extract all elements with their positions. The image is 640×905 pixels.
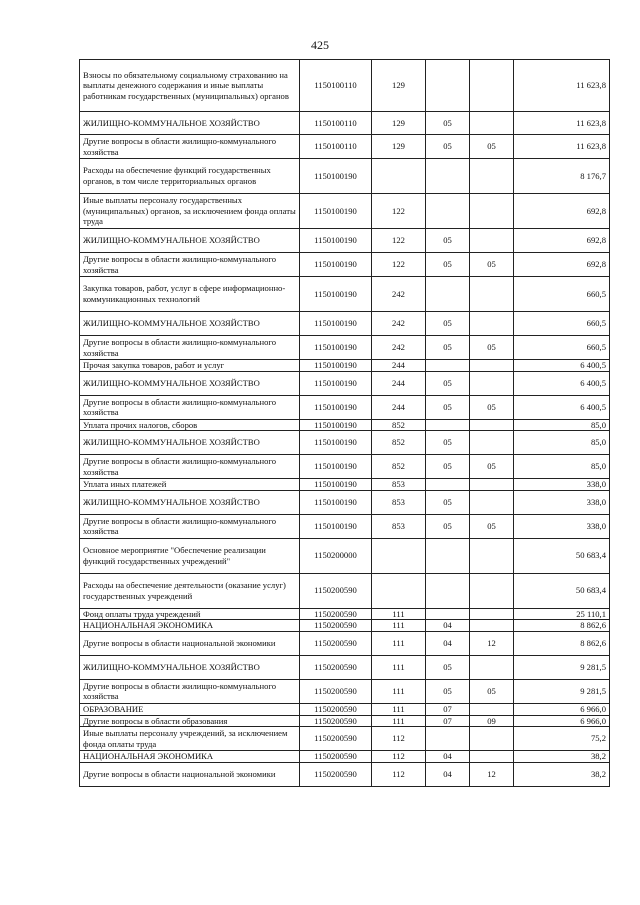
row-name-cell: Другие вопросы в области национальной экономики (80, 762, 300, 786)
row-section-cell (426, 608, 470, 620)
row-section-cell (426, 360, 470, 372)
row-expense-type-cell: 242 (372, 336, 426, 360)
table-row (80, 703, 610, 715)
row-name-cell: Уплата иных платежей (80, 479, 300, 491)
row-subsection-cell (470, 573, 514, 608)
row-expense-type-cell (372, 538, 426, 573)
row-section-cell: 04 (426, 631, 470, 655)
row-expense-type-cell: 122 (372, 229, 426, 253)
row-amount-cell: 6 966,0 (514, 715, 610, 727)
row-expense-type-cell: 852 (372, 419, 426, 431)
row-name-cell: ЖИЛИЩНО-КОММУНАЛЬНОЕ ХОЗЯЙСТВО (80, 112, 300, 135)
row-section-cell: 07 (426, 703, 470, 715)
table-row (80, 620, 610, 632)
table-row (80, 60, 610, 112)
row-code-cell: 1150100190 (300, 431, 372, 455)
row-name-cell: Уплата прочих налогов, сборов (80, 419, 300, 431)
row-subsection-cell (470, 360, 514, 372)
row-code-cell: 1150100190 (300, 312, 372, 336)
row-expense-type-cell: 112 (372, 762, 426, 786)
row-expense-type-cell: 122 (372, 194, 426, 229)
table-row (80, 490, 610, 514)
row-expense-type-cell: 111 (372, 631, 426, 655)
row-code-cell: 1150100190 (300, 229, 372, 253)
table-row (80, 715, 610, 727)
row-section-cell: 05 (426, 112, 470, 135)
row-name-cell: Другие вопросы в области жилищно-коммунального хозяйства (80, 395, 300, 419)
table-row (80, 253, 610, 277)
row-expense-type-cell: 853 (372, 514, 426, 538)
row-code-cell: 1150100190 (300, 395, 372, 419)
row-expense-type-cell: 111 (372, 620, 426, 632)
row-amount-cell: 11 623,8 (514, 135, 610, 159)
row-expense-type-cell: 112 (372, 727, 426, 751)
row-subsection-cell: 05 (470, 679, 514, 703)
table-row (80, 455, 610, 479)
row-name-cell: Иные выплаты персоналу учреждений, за исключением фонда оплаты труда (80, 727, 300, 751)
row-subsection-cell: 05 (470, 135, 514, 159)
row-amount-cell: 85,0 (514, 419, 610, 431)
row-name-cell: Закупка товаров, работ, услуг в сфере информационно-коммуникационных технологий (80, 277, 300, 312)
table-row (80, 679, 610, 703)
row-name-cell: Взносы по обязательному социальному страхованию на выплаты денежного содержания и иные выплаты работникам государственных (муниципальных) органов (80, 60, 300, 112)
row-code-cell: 1150200590 (300, 762, 372, 786)
row-expense-type-cell: 242 (372, 277, 426, 312)
row-subsection-cell (470, 479, 514, 491)
page-number: 425 (311, 38, 329, 52)
row-name-cell: ЖИЛИЩНО-КОММУНАЛЬНОЕ ХОЗЯЙСТВО (80, 371, 300, 395)
row-section-cell (426, 194, 470, 229)
table-row (80, 229, 610, 253)
row-subsection-cell: 12 (470, 631, 514, 655)
row-subsection-cell (470, 371, 514, 395)
row-code-cell: 1150200590 (300, 751, 372, 763)
row-code-cell: 1150200590 (300, 703, 372, 715)
row-code-cell: 1150100190 (300, 360, 372, 372)
row-amount-cell: 6 400,5 (514, 371, 610, 395)
row-name-cell: НАЦИОНАЛЬНАЯ ЭКОНОМИКА (80, 751, 300, 763)
table-row (80, 431, 610, 455)
row-amount-cell: 9 281,5 (514, 679, 610, 703)
row-section-cell: 04 (426, 751, 470, 763)
row-name-cell: ОБРАЗОВАНИЕ (80, 703, 300, 715)
row-code-cell: 1150200000 (300, 538, 372, 573)
row-code-cell: 1150200590 (300, 655, 372, 679)
row-section-cell: 05 (426, 312, 470, 336)
row-section-cell: 05 (426, 395, 470, 419)
row-amount-cell: 8 862,6 (514, 620, 610, 632)
row-amount-cell: 38,2 (514, 762, 610, 786)
row-expense-type-cell: 853 (372, 479, 426, 491)
row-code-cell: 1150200590 (300, 608, 372, 620)
row-section-cell (426, 727, 470, 751)
table-row (80, 395, 610, 419)
row-subsection-cell (470, 419, 514, 431)
row-code-cell: 1150200590 (300, 727, 372, 751)
row-subsection-cell (470, 312, 514, 336)
row-expense-type-cell: 129 (372, 60, 426, 112)
row-expense-type-cell: 122 (372, 253, 426, 277)
row-code-cell: 1150100190 (300, 479, 372, 491)
row-subsection-cell (470, 655, 514, 679)
row-name-cell: Другие вопросы в области национальной экономики (80, 631, 300, 655)
row-section-cell: 05 (426, 135, 470, 159)
row-amount-cell: 692,8 (514, 229, 610, 253)
row-code-cell: 1150100110 (300, 60, 372, 112)
row-expense-type-cell: 129 (372, 135, 426, 159)
row-name-cell: Основное мероприятие "Обеспечение реализации функций государственных учреждений" (80, 538, 300, 573)
row-section-cell: 05 (426, 455, 470, 479)
row-amount-cell: 692,8 (514, 253, 610, 277)
row-name-cell: ЖИЛИЩНО-КОММУНАЛЬНОЕ ХОЗЯЙСТВО (80, 431, 300, 455)
row-name-cell: Другие вопросы в области жилищно-коммунального хозяйства (80, 679, 300, 703)
row-expense-type-cell: 853 (372, 490, 426, 514)
row-subsection-cell (470, 194, 514, 229)
row-expense-type-cell: 244 (372, 360, 426, 372)
row-name-cell: Прочая закупка товаров, работ и услуг (80, 360, 300, 372)
row-subsection-cell: 09 (470, 715, 514, 727)
row-amount-cell: 50 683,4 (514, 573, 610, 608)
row-section-cell: 05 (426, 336, 470, 360)
row-code-cell: 1150200590 (300, 620, 372, 632)
row-name-cell: Другие вопросы в области жилищно-коммунального хозяйства (80, 135, 300, 159)
row-code-cell: 1150100190 (300, 194, 372, 229)
row-section-cell: 05 (426, 679, 470, 703)
row-section-cell (426, 60, 470, 112)
row-section-cell: 05 (426, 229, 470, 253)
table-row (80, 277, 610, 312)
table-row (80, 751, 610, 763)
row-expense-type-cell: 129 (372, 112, 426, 135)
row-section-cell: 07 (426, 715, 470, 727)
row-section-cell (426, 479, 470, 491)
row-section-cell (426, 538, 470, 573)
row-subsection-cell (470, 727, 514, 751)
table-row (80, 371, 610, 395)
table-row (80, 360, 610, 372)
row-subsection-cell: 05 (470, 336, 514, 360)
table-body (80, 60, 610, 787)
row-section-cell: 05 (426, 253, 470, 277)
budget-table (79, 59, 610, 787)
row-name-cell: НАЦИОНАЛЬНАЯ ЭКОНОМИКА (80, 620, 300, 632)
row-amount-cell: 6 400,5 (514, 360, 610, 372)
row-amount-cell: 75,2 (514, 727, 610, 751)
row-section-cell: 05 (426, 371, 470, 395)
row-subsection-cell: 05 (470, 455, 514, 479)
row-section-cell (426, 277, 470, 312)
row-name-cell: Другие вопросы в области жилищно-коммунального хозяйства (80, 514, 300, 538)
row-section-cell: 05 (426, 514, 470, 538)
row-name-cell: Иные выплаты персоналу государственных (муниципальных) органов, за исключением фонда оплаты труда (80, 194, 300, 229)
row-subsection-cell (470, 703, 514, 715)
row-section-cell (426, 159, 470, 194)
row-expense-type-cell: 111 (372, 655, 426, 679)
row-expense-type-cell: 111 (372, 608, 426, 620)
row-expense-type-cell: 852 (372, 431, 426, 455)
row-code-cell: 1150200590 (300, 631, 372, 655)
row-amount-cell: 11 623,8 (514, 112, 610, 135)
row-section-cell (426, 573, 470, 608)
row-name-cell: ЖИЛИЩНО-КОММУНАЛЬНОЕ ХОЗЯЙСТВО (80, 490, 300, 514)
row-amount-cell: 660,5 (514, 312, 610, 336)
row-expense-type-cell: 111 (372, 715, 426, 727)
row-subsection-cell (470, 490, 514, 514)
row-expense-type-cell: 244 (372, 371, 426, 395)
table-row (80, 573, 610, 608)
row-expense-type-cell: 111 (372, 703, 426, 715)
row-amount-cell: 8 176,7 (514, 159, 610, 194)
row-expense-type-cell: 242 (372, 312, 426, 336)
row-subsection-cell (470, 431, 514, 455)
row-name-cell: ЖИЛИЩНО-КОММУНАЛЬНОЕ ХОЗЯЙСТВО (80, 655, 300, 679)
table-row (80, 762, 610, 786)
row-expense-type-cell: 112 (372, 751, 426, 763)
row-section-cell: 05 (426, 490, 470, 514)
row-subsection-cell (470, 538, 514, 573)
row-amount-cell: 38,2 (514, 751, 610, 763)
row-amount-cell: 692,8 (514, 194, 610, 229)
row-section-cell: 05 (426, 655, 470, 679)
row-subsection-cell: 05 (470, 253, 514, 277)
row-name-cell: ЖИЛИЩНО-КОММУНАЛЬНОЕ ХОЗЯЙСТВО (80, 229, 300, 253)
row-subsection-cell (470, 229, 514, 253)
table-row (80, 336, 610, 360)
row-code-cell: 1150100190 (300, 455, 372, 479)
row-name-cell: Другие вопросы в области жилищно-коммунального хозяйства (80, 455, 300, 479)
row-expense-type-cell: 852 (372, 455, 426, 479)
row-name-cell: Другие вопросы в области жилищно-коммунального хозяйства (80, 336, 300, 360)
row-subsection-cell (470, 608, 514, 620)
row-expense-type-cell (372, 573, 426, 608)
row-code-cell: 1150100190 (300, 277, 372, 312)
table-row (80, 479, 610, 491)
row-name-cell: Другие вопросы в области жилищно-коммунального хозяйства (80, 253, 300, 277)
table-row (80, 419, 610, 431)
row-amount-cell: 50 683,4 (514, 538, 610, 573)
row-amount-cell: 25 110,1 (514, 608, 610, 620)
table-row (80, 538, 610, 573)
row-code-cell: 1150100110 (300, 112, 372, 135)
row-code-cell: 1150200590 (300, 679, 372, 703)
row-code-cell: 1150100190 (300, 253, 372, 277)
table-row (80, 312, 610, 336)
row-amount-cell: 338,0 (514, 490, 610, 514)
table-row (80, 112, 610, 135)
row-name-cell: Расходы на обеспечение функций государственных органов, в том числе территориальных органов (80, 159, 300, 194)
row-subsection-cell (470, 60, 514, 112)
row-subsection-cell: 12 (470, 762, 514, 786)
row-section-cell: 04 (426, 762, 470, 786)
row-section-cell: 05 (426, 431, 470, 455)
row-section-cell (426, 419, 470, 431)
row-amount-cell: 6 400,5 (514, 395, 610, 419)
row-amount-cell: 660,5 (514, 336, 610, 360)
row-subsection-cell (470, 620, 514, 632)
table-row (80, 631, 610, 655)
table-row (80, 135, 610, 159)
row-expense-type-cell (372, 159, 426, 194)
row-subsection-cell (470, 159, 514, 194)
row-expense-type-cell: 111 (372, 679, 426, 703)
table-row (80, 514, 610, 538)
table-row (80, 159, 610, 194)
row-amount-cell: 338,0 (514, 479, 610, 491)
row-amount-cell: 338,0 (514, 514, 610, 538)
row-name-cell: ЖИЛИЩНО-КОММУНАЛЬНОЕ ХОЗЯЙСТВО (80, 312, 300, 336)
row-amount-cell: 11 623,8 (514, 60, 610, 112)
row-amount-cell: 85,0 (514, 431, 610, 455)
table-row (80, 727, 610, 751)
row-amount-cell: 85,0 (514, 455, 610, 479)
table-row (80, 608, 610, 620)
row-expense-type-cell: 244 (372, 395, 426, 419)
row-amount-cell: 660,5 (514, 277, 610, 312)
row-code-cell: 1150200590 (300, 715, 372, 727)
row-subsection-cell: 05 (470, 514, 514, 538)
row-name-cell: Фонд оплаты труда учреждений (80, 608, 300, 620)
row-code-cell: 1150100190 (300, 336, 372, 360)
row-code-cell: 1150100190 (300, 419, 372, 431)
row-code-cell: 1150200590 (300, 573, 372, 608)
row-subsection-cell (470, 751, 514, 763)
row-amount-cell: 9 281,5 (514, 655, 610, 679)
row-code-cell: 1150100110 (300, 135, 372, 159)
row-amount-cell: 8 862,6 (514, 631, 610, 655)
table-row (80, 194, 610, 229)
row-section-cell: 04 (426, 620, 470, 632)
row-subsection-cell (470, 112, 514, 135)
row-code-cell: 1150100190 (300, 159, 372, 194)
row-code-cell: 1150100190 (300, 514, 372, 538)
row-name-cell: Расходы на обеспечение деятельности (оказание услуг) государственных учреждений (80, 573, 300, 608)
row-code-cell: 1150100190 (300, 490, 372, 514)
row-code-cell: 1150100190 (300, 371, 372, 395)
row-subsection-cell (470, 277, 514, 312)
row-subsection-cell: 05 (470, 395, 514, 419)
row-amount-cell: 6 966,0 (514, 703, 610, 715)
table-row (80, 655, 610, 679)
row-name-cell: Другие вопросы в области образования (80, 715, 300, 727)
